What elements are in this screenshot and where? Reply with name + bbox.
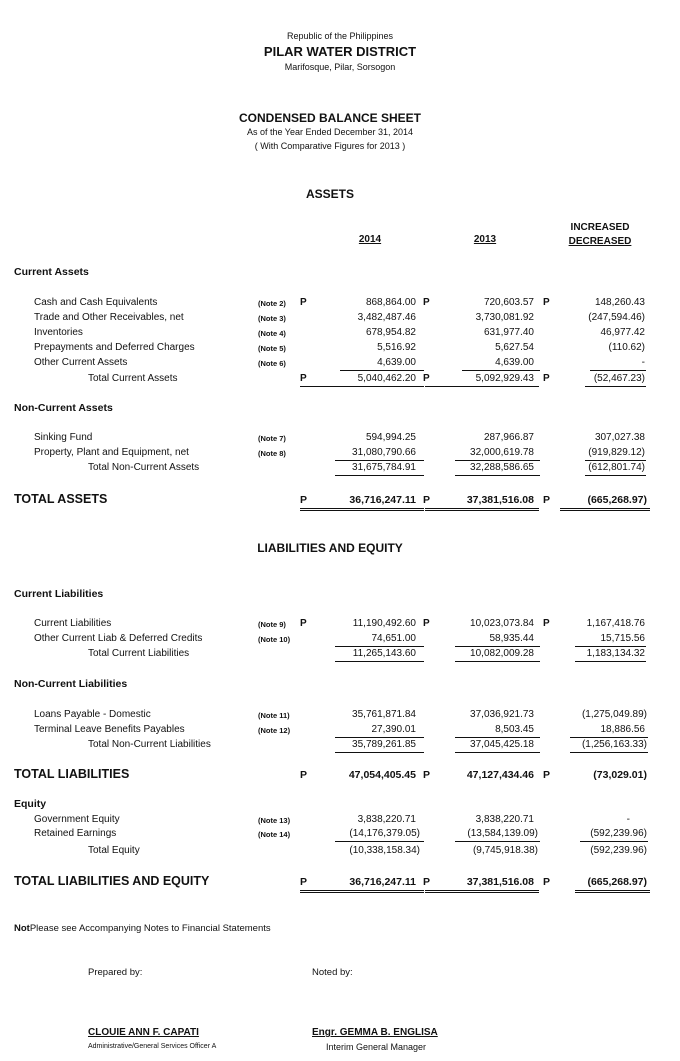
noted-title: Interim General Manager: [326, 1042, 427, 1052]
sum-rule: [462, 370, 540, 371]
total-liab-2014: 47,054,405.45: [348, 769, 416, 781]
value-2013: 37,036,921.73: [470, 709, 534, 720]
republic-line: Republic of the Philippines: [286, 31, 394, 41]
total-diff: 1,183,134.32: [586, 648, 645, 659]
value-diff: (919,829.12): [588, 447, 645, 458]
value-diff: (247,594.46): [588, 312, 645, 323]
sum-rule: [590, 370, 646, 371]
row-label: Current Liabilities: [34, 618, 112, 629]
liabilities-title: LIABILITIES AND EQUITY: [257, 541, 403, 555]
row-note: (Note 14): [258, 830, 291, 839]
footnote-prefix: Not: [14, 923, 30, 934]
value-2014: 74,651.00: [371, 633, 416, 644]
value-diff: 15,715.56: [600, 633, 645, 644]
total-2013: (9,745,918.38): [472, 845, 538, 856]
prepared-title: Administrative/General Services Officer A: [88, 1043, 217, 1050]
org-name: PILAR WATER DISTRICT: [263, 44, 417, 59]
sum-rule: [575, 646, 646, 647]
total-2013: 37,045,425.18: [470, 739, 534, 750]
value-diff: (1,275,049.89): [581, 709, 647, 720]
peso-sign: P: [543, 618, 550, 629]
value-2013: (13,584,139.09): [467, 828, 538, 839]
row-label: Prepayments and Deferred Charges: [34, 342, 195, 353]
total-2014: 35,789,261.85: [352, 739, 416, 750]
row-note: (Note 6): [258, 359, 286, 368]
total-rule: [335, 661, 424, 662]
col-increased: INCREASED: [570, 222, 630, 233]
row-label: Government Equity: [34, 814, 120, 825]
row-note: (Note 12): [258, 726, 291, 735]
total-liab-2013: 47,127,434.46: [466, 769, 534, 781]
peso-sign: P: [543, 769, 551, 781]
value-2013: 3,838,220.71: [475, 814, 534, 825]
peso-sign: P: [423, 373, 430, 384]
value-2013: 32,000,619.78: [470, 447, 534, 458]
value-diff: 1,167,418.76: [586, 618, 645, 629]
noncurrent-assets-heading: Non-Current Assets: [14, 402, 113, 414]
double-rule: [300, 890, 424, 893]
sum-rule: [455, 841, 540, 842]
sum-rule: [580, 841, 648, 842]
row-label: Trade and Other Receivables, net: [34, 312, 184, 323]
assets-title: ASSETS: [305, 187, 354, 201]
value-2014: 5,516.92: [377, 342, 416, 353]
total-rule: [570, 752, 648, 753]
total-label: Total Current Liabilities: [88, 648, 190, 659]
peso-sign: P: [423, 494, 431, 506]
total-assets-label: TOTAL ASSETS: [14, 492, 108, 506]
peso-sign: P: [423, 297, 430, 308]
noted-by-label: Noted by:: [312, 967, 353, 978]
value-diff: -: [641, 357, 645, 368]
row-note: (Note 5): [258, 344, 286, 353]
peso-sign: P: [543, 876, 551, 888]
value-2013: 3,730,081.92: [475, 312, 534, 323]
total-rule: [455, 661, 540, 662]
double-rule: [575, 890, 650, 893]
row-label: Property, Plant and Equipment, net: [34, 447, 189, 458]
value-diff: 18,886.56: [600, 724, 645, 735]
peso-sign: P: [423, 769, 431, 781]
prepared-name: CLOUIE ANN F. CAPATI: [88, 1027, 199, 1038]
footnote-text: Please see Accompanying Notes to Financial Statements: [29, 923, 271, 934]
value-2013: 631,977.40: [483, 327, 534, 338]
row-label: Loans Payable - Domestic: [34, 709, 151, 720]
total-diff: (52,467.23): [593, 373, 645, 384]
total-rule: [575, 661, 646, 662]
peso-sign: P: [300, 297, 307, 308]
total-le-label: TOTAL LIABILITIES AND EQUITY: [14, 874, 210, 888]
value-2014: 3,482,487.46: [357, 312, 416, 323]
row-label: Terminal Leave Benefits Payables: [34, 724, 185, 735]
total-label: Total Equity: [88, 845, 140, 856]
sheet-title: CONDENSED BALANCE SHEET: [238, 111, 421, 125]
value-2013: 4,639.00: [495, 357, 534, 368]
sum-rule: [335, 737, 424, 738]
row-note: (Note 7): [258, 434, 286, 443]
value-2014: 4,639.00: [377, 357, 416, 368]
value-2013: 58,935.44: [489, 633, 534, 644]
peso-sign: P: [300, 876, 308, 888]
peso-sign: P: [300, 494, 308, 506]
double-rule: [560, 508, 650, 511]
total-2014: 11,265,143.60: [352, 648, 416, 659]
value-diff: 148,260.43: [594, 297, 645, 308]
sum-rule: [340, 370, 424, 371]
sum-rule: [585, 460, 646, 461]
value-2014: 11,190,492.60: [352, 618, 416, 629]
value-2014: 31,080,790.66: [352, 447, 416, 458]
peso-sign: P: [423, 618, 430, 629]
total-rule: [585, 475, 646, 476]
total-assets-2014: 36,716,247.11: [349, 494, 416, 506]
total-liab-diff: (73,029.01): [593, 769, 647, 781]
org-address: Marifosque, Pilar, Sorsogon: [284, 62, 396, 72]
total-2014: 31,675,784.91: [352, 462, 416, 473]
total-2014: (10,338,158.34): [349, 845, 420, 856]
total-rule: [455, 752, 540, 753]
value-2014: 35,761,871.84: [352, 709, 416, 720]
value-diff: -: [626, 814, 630, 825]
total-le-2013: 37,381,516.08: [466, 876, 534, 888]
total-2014: 5,040,462.20: [357, 373, 416, 384]
total-liabilities-label: TOTAL LIABILITIES: [14, 767, 130, 781]
col-decreased: DECREASED: [568, 236, 632, 247]
row-note: (Note 4): [258, 329, 286, 338]
value-2013: 287,966.87: [483, 432, 534, 443]
total-rule: [425, 386, 539, 387]
value-2014: 27,390.01: [371, 724, 416, 735]
peso-sign: P: [300, 373, 307, 384]
row-label: Other Current Assets: [34, 357, 128, 368]
row-note: (Note 8): [258, 449, 286, 458]
double-rule: [425, 508, 539, 511]
sheet-subtitle: As of the Year Ended December 31, 2014: [246, 127, 414, 137]
value-2013: 5,627.54: [495, 342, 534, 353]
footnote: [14, 923, 271, 934]
total-assets-diff: (665,268.97): [587, 494, 647, 506]
peso-sign: P: [300, 618, 307, 629]
peso-sign: P: [543, 494, 551, 506]
prepared-by-label: Prepared by:: [88, 967, 143, 978]
total-assets-2013: 37,381,516.08: [466, 494, 534, 506]
total-rule: [300, 386, 424, 387]
row-label: Cash and Cash Equivalents: [34, 297, 158, 308]
current-liab-heading: Current Liabilities: [14, 588, 104, 600]
row-label: Other Current Liab & Deferred Credits: [34, 633, 203, 644]
value-2014: 3,838,220.71: [357, 814, 416, 825]
value-2013: 720,603.57: [483, 297, 534, 308]
row-note: (Note 13): [258, 816, 291, 825]
total-2013: 32,288,586.65: [470, 462, 534, 473]
value-2014: 594,994.25: [365, 432, 416, 443]
value-2014: 868,864.00: [365, 297, 416, 308]
row-note: (Note 3): [258, 314, 286, 323]
value-diff: (592,239.96): [590, 828, 647, 839]
equity-heading: Equity: [14, 798, 47, 810]
total-rule: [335, 475, 424, 476]
sum-rule: [455, 460, 540, 461]
row-note: (Note 2): [258, 299, 286, 308]
value-2013: 10,023,073.84: [470, 618, 534, 629]
total-le-diff: (665,268.97): [587, 876, 647, 888]
col-2014: 2014: [358, 234, 382, 245]
current-assets-heading: Current Assets: [14, 266, 89, 278]
total-diff: (1,256,163.33): [581, 739, 647, 750]
value-2014: (14,176,379.05): [349, 828, 420, 839]
row-note: (Note 10): [258, 635, 291, 644]
value-diff: 307,027.38: [594, 432, 645, 443]
peso-sign: P: [300, 769, 308, 781]
value-diff: (110.62): [608, 342, 645, 353]
total-label: Total Non-Current Assets: [88, 462, 200, 473]
sum-rule: [335, 841, 424, 842]
sheet-comparative: ( With Comparative Figures for 2013 ): [254, 141, 406, 151]
value-diff: 46,977.42: [600, 327, 645, 338]
value-2014: 678,954.82: [365, 327, 416, 338]
sum-rule: [455, 737, 540, 738]
sum-rule: [335, 646, 424, 647]
sum-rule: [335, 460, 424, 461]
total-2013: 10,082,009.28: [470, 648, 534, 659]
row-note: (Note 11): [258, 711, 290, 720]
value-2013: 8,503.45: [495, 724, 534, 735]
row-label: Sinking Fund: [34, 432, 93, 443]
peso-sign: P: [543, 373, 550, 384]
noted-name: Engr. GEMMA B. ENGLISA: [312, 1027, 438, 1038]
total-label: Total Current Assets: [88, 373, 178, 384]
total-rule: [455, 475, 540, 476]
row-note: (Note 9): [258, 620, 286, 629]
total-le-2014: 36,716,247.11: [349, 876, 416, 888]
total-label: Total Non-Current Liabilities: [88, 739, 211, 750]
double-rule: [300, 508, 424, 511]
col-2013: 2013: [473, 234, 497, 245]
peso-sign: P: [423, 876, 431, 888]
peso-sign: P: [543, 297, 550, 308]
total-diff: (592,239.96): [590, 845, 647, 856]
row-label: Inventories: [34, 327, 83, 338]
total-rule: [585, 386, 646, 387]
total-2013: 5,092,929.43: [475, 373, 534, 384]
total-rule: [335, 752, 424, 753]
noncurrent-liab-heading: Non-Current Liabilities: [14, 678, 128, 690]
double-rule: [425, 890, 539, 893]
total-diff: (612,801.74): [588, 462, 645, 473]
sum-rule: [455, 646, 540, 647]
row-label: Retained Earnings: [34, 828, 117, 839]
sum-rule: [570, 737, 648, 738]
